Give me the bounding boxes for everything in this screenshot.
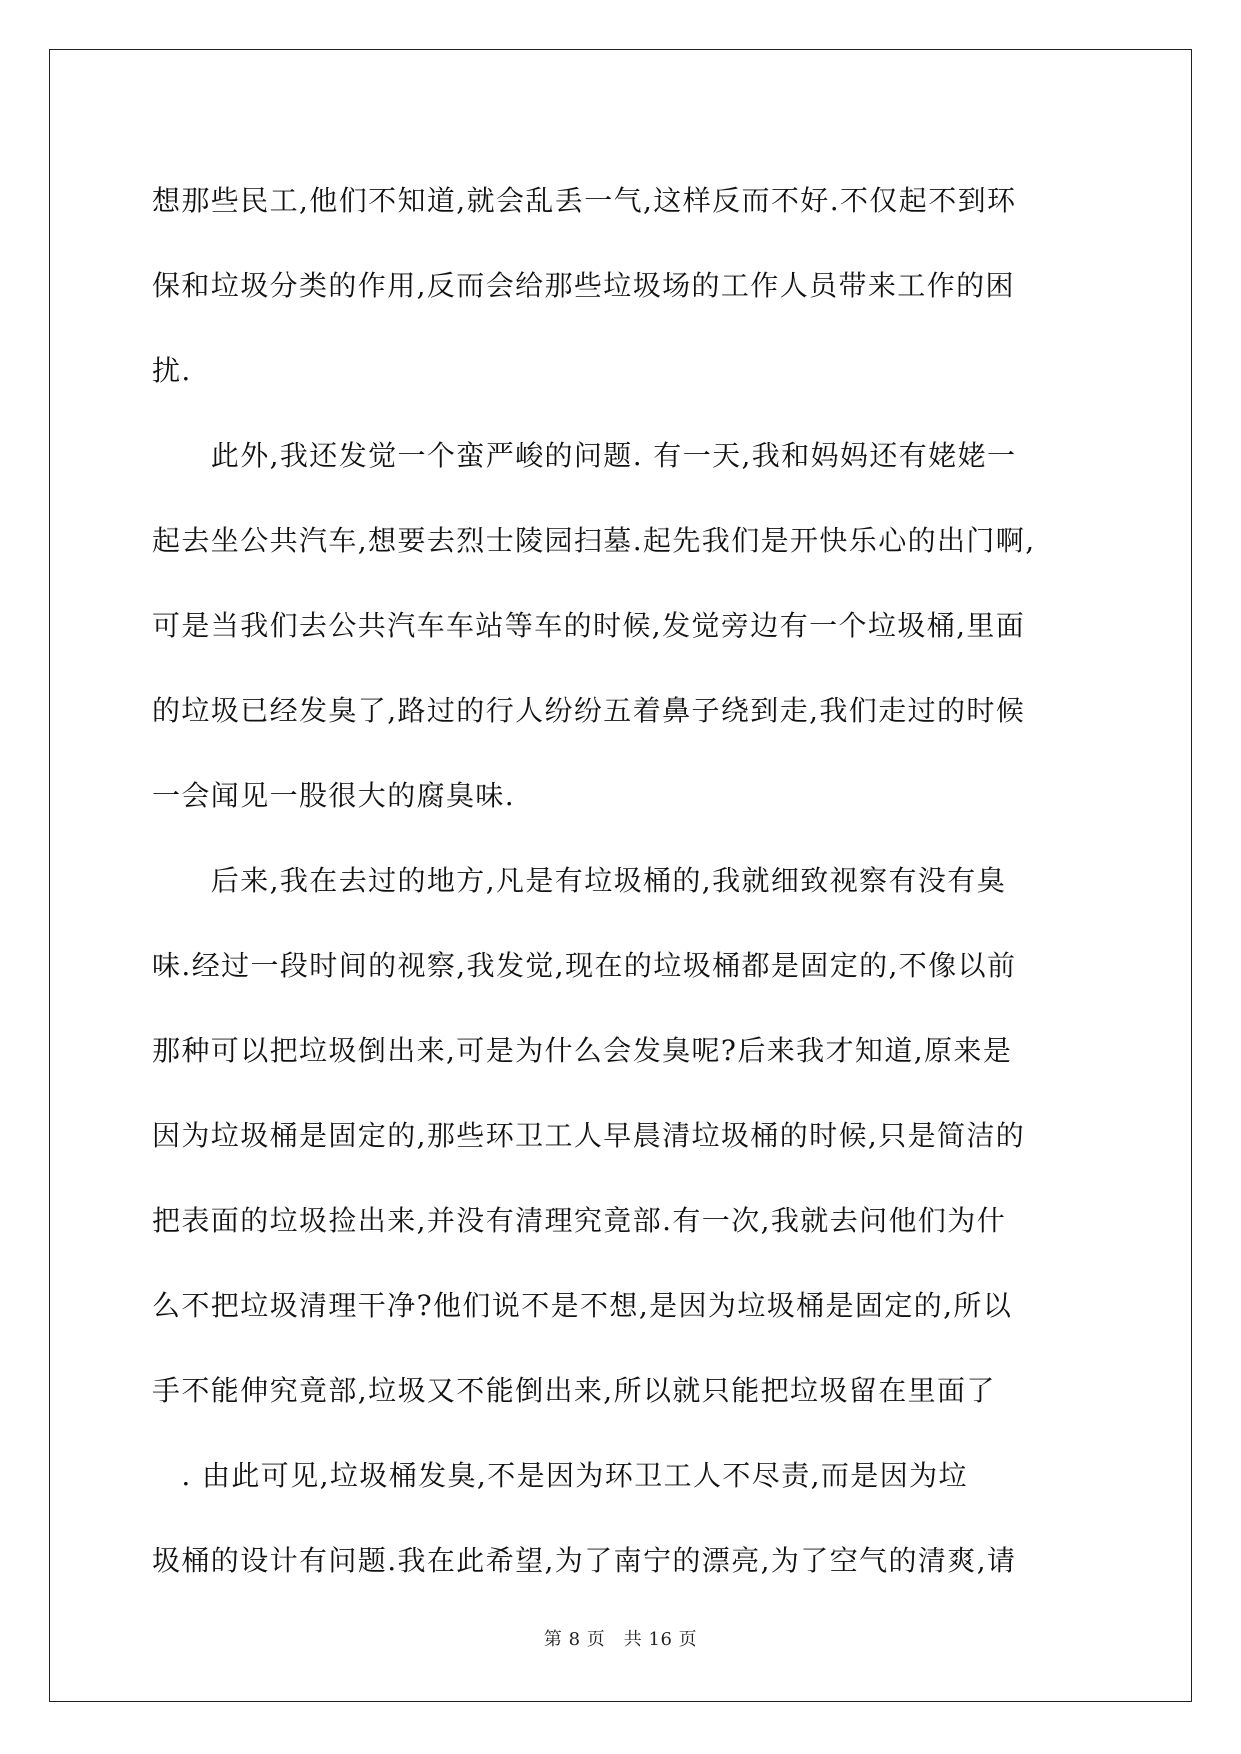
text-line: . 由此可见,垃圾桶发臭,不是因为环卫工人不尽责,而是因为垃 <box>152 1459 968 1492</box>
document-body <box>152 158 1092 1603</box>
text-line: 保和垃圾分类的作用,反而会给那些垃圾场的工作人员带来工作的困 <box>152 269 1015 302</box>
text-line: 把表面的垃圾捡出来,并没有清理究竟部.有一次,我就去问他们为什 <box>152 1204 1007 1237</box>
text-line: 此外,我还发觉一个蛮严峻的问题. 有一天,我和妈妈还有姥姥一 <box>152 439 1017 472</box>
page-number-footer: 第 8 页 共 16 页 <box>543 1629 698 1650</box>
text-line: 一会闻见一股很大的腐臭味. <box>152 779 516 812</box>
text-line: 那种可以把垃圾倒出来,可是为什么会发臭呢?后来我才知道,原来是 <box>152 1034 1013 1067</box>
text-line: 味.经过一段时间的视察,我发觉,现在的垃圾桶都是固定的,不像以前 <box>152 949 1017 982</box>
text-line: 可是当我们去公共汽车车站等车的时候,发觉旁边有一个垃圾桶,里面 <box>152 609 1026 642</box>
text-line: 因为垃圾桶是固定的,那些环卫工人早晨清垃圾桶的时候,只是简洁的 <box>152 1119 1026 1152</box>
text-line: 手不能伸究竟部,垃圾又不能倒出来,所以就只能把垃圾留在里面了 <box>152 1374 996 1407</box>
text-line: 圾桶的设计有问题.我在此希望,为了南宁的漂亮,为了空气的清爽,请 <box>152 1544 1017 1577</box>
text-line: 的垃圾已经发臭了,路过的行人纷纷五着鼻子绕到走,我们走过的时候 <box>152 694 1026 727</box>
text-line: 扰. <box>152 354 192 387</box>
text-line: 想那些民工,他们不知道,就会乱丢一气,这样反而不好.不仅起不到环 <box>152 184 1017 217</box>
text-line: 起去坐公共汽车,想要去烈士陵园扫墓.起先我们是开快乐心的出门啊, <box>152 524 1036 557</box>
text-line: 么不把垃圾清理干净?他们说不是不想,是因为垃圾桶是固定的,所以 <box>152 1289 1013 1322</box>
text-line: 后来,我在去过的地方,凡是有垃圾桶的,我就细致视察有没有臭 <box>152 864 1007 897</box>
